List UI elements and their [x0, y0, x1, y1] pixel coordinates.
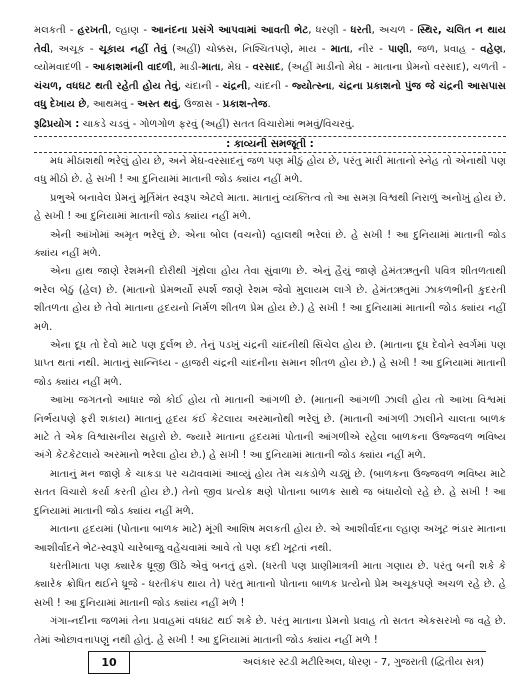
glossary-term: , આથમવું -: [86, 99, 138, 111]
paragraph: એના દૂધ તો દેવો માટે પણ દુર્લભ છે. તેનું પડખું ચંદ્રની ચાંદનીથી સિંચેલ હોય છે. (માતાના દૂધ દેવોને સ્વર્ગમાં પણ પ્રાપ્ત થતાં નથી. માતાનું સાન્નિધ્ય - હાજરી ચંદ્રની ચાંદનીના સમાન શીતળ હોય છે.) હે સખી ! આ દુનિયામાં માતાની જોડ ક્યાંય નહીં મળે.: [34, 340, 506, 388]
glossary-term: , મેઘ -: [220, 62, 253, 74]
glossary-meaning: જ્યોત્સ્ના: [292, 80, 332, 92]
paragraph: મધ મીઠાશથી ભરેલું હોય છે, અને મેઘ-વરસાદનું જળ પણ મીઠું હોય છે, પરંતુ મારી માતાનો સ્નેહ તો એનાથી પણ વધુ મીઠો છે. હે સખી ! આ દુનિયામાં માતાની જોડ ક્યાંય નહીં મળે.: [34, 155, 506, 186]
page-number: 10: [88, 652, 130, 674]
section-heading: : કાવ્યની સમજૂતી :: [34, 136, 506, 153]
glossary-meaning: વરસાદ: [252, 62, 281, 74]
paragraph: એના હાથ જાણે રેશમની દોરીથી ગૂંથેલા હોય તેવા સુંવાળા છે. એનું હૈયું જાણે હેમંતઋતુની પવિત્ર શીતળતાથી ભરેલ બેઠું (હેલ) છે. (માતાનો પ્રેમભર્યો સ્પર્શ જાણે રેશમ જેવો મુલાયમ લાગે છે. હેમંતઋતુમાં ઝાકળભીની કુદરતી શીતળતા હોય છે તેવો માતાના હૃદયનો નિર્મળ શીતળ પ્રેમ હોય છે.) હે સખી ! આ દુનિયામાં માતાની જોડ ક્યાંય નહીં મળે.: [34, 266, 506, 333]
paragraph: આખા જગતનો આધાર જો કોઈ હોય તો માતાની આંગળી છે. (માતાની આંગળી ઝાલી હોય તો આખા વિશ્વમાં નિર્ભયપણે ફરી શકાય) માતાનું હૃદય કંઈ કેટલાય અરમાનોથી ભરેલું છે. (માતાની આંગળી ઝાલીને ચાલતા બાળક માટે તે એક વિશ્વાસનીય સહારો છે. જ્યારે માતાના હૃદયમાં પોતાની આંગળીએ રહેલા બાળકના ઉજ્જવળ ભવિષ્ય અંગે કેટકેટલાયે અરમાનો ભરેલા હોય છે.) હે સખી ! આ દુનિયામાં માતાની જોડ ક્યાંય નહીં મળે.: [34, 395, 506, 462]
glossary-term: , વ્યોમવાદળી -: [34, 43, 506, 74]
glossary-meaning: માતા: [201, 62, 221, 74]
glossary-meaning: અસ્ત થવું: [137, 99, 178, 111]
idiom-text: ચાકડે ચડવું - ગોળગોળ ફરવું (અહીં) સતત વિચારોમાં ભમવું/વિચરવું.: [79, 118, 355, 130]
glossary-meaning: ચૂકાય નહીં તેવું: [98, 43, 167, 55]
glossary-meaning: ચંચળ, વધઘટ થતી રહેતી હોય તેવું: [34, 80, 178, 92]
paragraph: પ્રભુએ બનાવેલ પ્રેમનું મૂર્તિમંત સ્વરૂપ એટલે માતા. માતાનું વ્યક્તિત્વ તો આ સમગ્ર વિશ્વથી નિરાળું અનોખું હોય છે. હે સખી ! આ દુનિયામાં માતાની જોડ ક્યાંય નહીં મળે.: [34, 192, 506, 223]
glossary-term: , લ્હાણ -: [108, 25, 152, 36]
paragraph: માતાનું મન જાણે કે ચાકડા પર ચઢાવવામાં આવ્યું હોય તેમ ચકડોળે ચડ્યું છે. (બાળકના ઉજ્જવળ ભવિષ્ય માટે સતત વિચારો કર્યા કરતી હોય છે.) તેનો જીવ પ્રત્યેક ક્ષણે પોતાના બાળક સાથે જ બંધાયેલો રહે છે. હે સખી ! આ દુનિયામાં માતાની જોડ ક્યાંય નહીં મળે.: [34, 468, 506, 517]
glossary-meaning: આનંદના પ્રસંગે આપવામાં આવતી ભેટ: [151, 25, 309, 36]
idiom-label: રૂઢિપ્રયોગ :: [34, 118, 80, 130]
glossary-term: (અહીં) ચોક્કસ, નિશ્ચિતપણે, માય -: [166, 43, 331, 55]
glossary-term: , જળ, પ્રવાહ -: [408, 43, 481, 55]
glossary-term: , ઉજાસ -: [177, 99, 223, 111]
paragraph: ધરતીમાતા પણ ક્યારેક ધ્રૂજી ઊઠે એવું બનતું હશે. (ધરતી પણ પ્રાણીમાત્રની માતા ગણાય છે. પરંતુ બની શકે કે ક્યારેક ક્રોધિત થઈને ધ્રૂજે - ધરતીકંપ થાય તે) પરંતુ માતાનો પોતાના બાળક પ્રત્યેનો પ્રેમ અચૂકપણે અચળ રહે છે. હે સખી ! આ દુનિયામાં માતાની જોડ ક્યાંય નહીં મળે !: [34, 560, 506, 609]
glossary-term: મલકતી -: [34, 25, 78, 36]
paragraph: માતાના હૃદયમાં (પોતાના બાળક માટે) મૂંગી આશિષ મલકતી હોય છે. એ આશીર્વાદના લ્હાણ અખૂટ ભંડાર માતાના આશીર્વાદને ભેટ-સ્વરૂપે ચારેબાજુ વહેંચવામાં આવે તો પણ કદી ખૂટતાં નથી.: [34, 524, 506, 554]
glossary-term: ,: [331, 80, 339, 92]
explanation-body: [34, 153, 506, 650]
idiom-line: [34, 116, 506, 134]
glossary-meaning: ચંદ્રની: [222, 80, 248, 92]
glossary-term: , માડી-: [172, 62, 202, 74]
glossary: [34, 22, 506, 115]
paragraph: એની આંખોમાં અમૃત ભરેલું છે. એના બોલ (વચનો) વ્હાલથી ભરેલાં છે. હે સખી ! આ દુનિયામાં માતાની જોડ ક્યાંય નહીં મળે.: [34, 229, 506, 259]
footer-text: અલંકાર સ્ટડી મટીરિઅલ, ધોરણ - 7, ગુજરાતી (દ્વિતીય સત્ર): [242, 657, 484, 668]
glossary-meaning: પાણી: [388, 43, 409, 55]
glossary-meaning: માતા: [330, 43, 350, 55]
paragraph: ગંગા-નદીના જળમાં તેના પ્રવાહમાં વધઘટ થઈ શકે છે. પરંતુ માતાના પ્રેમનો પ્રવાહ તો સતત એકસરખો જ વહે છે. તેમાં ઓછાવત્તાપણું નથી હોતું. હે સખી ! આ દુનિયામાં માતાની જોડ ક્યાંય નહીં મળે !: [34, 616, 506, 646]
glossary-meaning: સ્થિર, ચલિત ન થાય તેવી: [34, 25, 506, 55]
glossary-term: , ધરણી -: [308, 25, 351, 36]
glossary-term: , અચૂક -: [50, 43, 99, 55]
glossary-term: .: [267, 99, 271, 111]
glossary-term: , (અહીં માડીનો મેઘ - માતાના પ્રેમનો વરસાદ), ચળતી -: [280, 62, 506, 74]
glossary-meaning: ચંદ્રના પ્રકાશનો પુંજ જે ચંદ્રની આસપાસ વધુ દેખાય છે: [34, 80, 506, 111]
glossary-meaning: વહેણ: [480, 43, 503, 55]
glossary-meaning: પ્રકાશ-તેજ: [222, 99, 268, 111]
glossary-term: , નીર -: [349, 43, 389, 55]
glossary-meaning: આકાશમાંની વાદળી: [92, 62, 173, 74]
glossary-term: , ચંદાની -: [177, 80, 223, 92]
glossary-term: , અચળ -: [371, 25, 418, 36]
glossary-term: , ચાંદની -: [247, 80, 293, 92]
glossary-meaning: હરખતી: [77, 25, 109, 36]
page-footer: [88, 651, 486, 673]
glossary-meaning: ધરતી: [350, 25, 372, 36]
